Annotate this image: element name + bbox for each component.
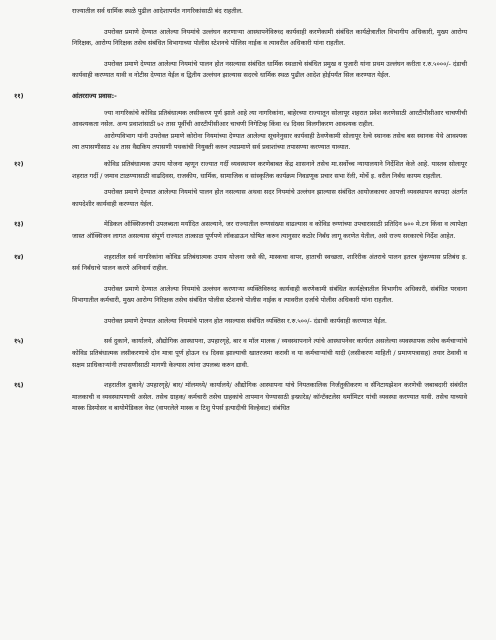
section-11-heading [14,91,467,103]
section-16-number: १६) [14,381,24,390]
section-12-number: १२) [14,159,24,168]
paragraph-health-checks: आरोग्यविभाग यांनी उपरोक्त प्रमाणे कोरोना नियमांच्या देण्यात आलेल्या सूचनेनुसार कार्यवाही ठेवणेकामी सोलापूर रेल्वे स्थानक तसेच बस स्थानक येथे आवश्यक त्या तपासणीसाठ २४ तास वैद्यकिय तपासणी पथकांची नियुक्ती करुन त्याप्रमाणे सर्व प्रवाशांच्या तपासण्या करण्यात याव्यात. [72,131,467,152]
paragraph-individual-fine: उपरोक्त प्रमाणे देण्यात आलेल्या नियमांचे पालन होत नसल्यास संबंधित व्यक्तिस र.रु.५००/- दंडाची कार्यवाही करण्यात येईल. [104,316,387,325]
section-11-number: ११) [14,91,24,100]
paragraph-individual-enforcement: उपरोक्त प्रमाणे देण्यात आलेल्या नियमांचे उल्लंघन करणाऱ्या व्यक्तिविरुध्द कार्यवाही करणेकामी संबंधित कार्यक्षेत्रातील विभागीय अधिकारी, संबंधित परवाना विभागातील कर्मचारी, मुख्य आरोग्य निरिक्षक तसेच संबंधित पोलीस स्टेशनचे पोलीस नाईक व त्यावरील दर्जाचे पोलीस अधिकारी यांना राहतील. [72,284,467,305]
section-14 [14,252,467,275]
paragraph-crowd-management: कोविड प्रतिबंधात्मक उपाय योजना म्हणून राज्यात गर्दी व्यवस्थापन करणेबाबत केंद्र शासनाने तसेच मा.सर्वोच्च न्यायालयाने निर्देशित केले आहे. यास्तव सोलापूर शहरात गर्दी / जमाव टाळण्यासाठी वाढदिवस, राजकीय, धार्मिक, सामाजिक व सांस्कृतिक कार्यक्रम निवडणूक प्रचार सभा रॅली, मोर्चे इ. वरील निर्बंध कायम राहतील. [72,159,467,180]
paragraph-organiser-action: उपरोक्त प्रमाणे देण्यात आलेल्या नियमांचे पालन होत नसल्यास अथवा सदर नियमांचे उल्लंघन झाल्यास संबंधित आयोजकाचर आपत्ती व्यवस्थापन कायदा अंतर्गत कायदेशीर कार्यवाही करण्यात येईल. [72,188,467,208]
section-13-number: १३) [14,220,24,229]
section-15-number: १५) [14,337,24,346]
section-14-number: १४) [14,252,24,261]
paragraph-staff-vaccination: सर्व दुकाने, कार्यालये, औद्योगिक आस्थापना, उपहारगृहे, बार व मॉल मालक / व्यवस्थापनाने त्यांचे आस्थापनेवर कार्यरत असलेल्या व्यवस्थापक तसेच कर्मचाऱ्यांचे कोविड प्रतिबंधात्मक लसीकरणाचे दोन मात्रा पूर्ण होऊन १४ दिवस झाल्याची खातरजमा करावी व या कर्मचाऱ्यांची यादी (लसीकरण माहिती / प्रमाणपत्रासह) तयार ठेवावी व सक्षम प्राधिकाऱ्यांनी तपासणीसाठी मागणी केल्यास त्यांना उपलब्ध करुन द्यावी. [72,337,467,369]
section-13 [14,219,467,242]
paragraph-interstate-travel: ज्या नागरिकांचे कोविड प्रतिबंधात्मक लसीकरण पूर्ण झाले आहे त्या नागरिकांना, बाहेरच्या राज्यातून सोलापूर शहरात प्रवेश करणेसाठी आरटीपीसीआर चाचणीची आवश्यकता नसेल. अन्य प्रवाशांसाठी ७२ तास पूर्वीची आरटीपीसीआर चाचणी निगेटिव्ह किंवा १४ दिवस विलगीकरण आवश्यक राहील. [72,108,467,129]
paragraph-sanitization: शहरातील दुकाने/ उपहारगृहे/ बार/ मॉलमध्ये/ कार्यालये/ औद्योगिक आस्थापना यांचे नियतकालिक निर्जंतुकीकरण व सॅनिटायझेशन करणेची जबाबदारी संबंधीत मालकाची व व्यवस्थापणाची असेल. तसेच ग्राहक/ कर्मचारी तसेच ग्राहकांचे तापमान घेण्यासाठी इन्फ्रारेड/ कॉन्टॅक्टलेस थर्मामिटर यांची व्यवस्था करण्यात यावी. तसेच याच्यावे मास्क डिस्पोसर व बायोमेडिकल वेस्ट (वापरलेले मास्क व टिशु पेपर्स इत्यादीची विल्हेवाट) संबंधित [72,381,467,413]
paragraph-religious-fine: उपरोक्त प्रमाणे देण्यात आलेल्या नियमांचे पालन होत नसल्यास संबंधित धार्मिक स्थळाचे संबंधित प्रमुख व पुजारी यांना प्रथम उल्लंघन करीता र.रु.५०००/- दंडाची कार्यवाही करण्यात यावी व नोटीस देण्यात येईल व द्वितीय उल्लंघन झाल्यास सदरचे धार्मिक स्थळ पुढील आदेश होईपर्यंत सिल करण्यात येईल. [72,59,467,80]
paragraph-citizen-rules: शहरातील सर्व नागरिकांना कोविड प्रतिबंधात्मक उपाय योजना जसे की, मास्कचा वापर, हाताची स्वच्छता, शारिरीक अंतराचे पालन इतरत्र थुंकण्यास प्रतिबंध इ. सर्व निर्बंधाचे पालन करणे अनिवार्य राहील. [72,252,467,273]
paragraph-religious-places-closed: राज्यातील सर्व धार्मिक स्थळे पुढील आदेशापर्यंत नागरिकांसाठी बंद राहतील. [72,7,243,15]
paragraph-enforcement-officers: उपरोक्त प्रमाणे देण्यात आलेल्या नियमांचे उल्लंघन करणाऱ्या आस्थापनेविरुध्द कार्यवाही करणेकामी संबंधित कार्यक्षेत्रातील विभागीय अधिकारी, मुख्य आरोग्य निरिक्षक, आरोग्य निरिक्षक तसेच संबंधित विभागाच्या पोलीस स्टेशनचे पोलिस नाईक व त्यावरील अधिकारी यांना राहतील. [72,27,467,48]
document-body [14,6,467,415]
section-11-title: आंतरराज्य प्रवास:- [72,91,117,100]
section-12 [14,159,467,182]
section-16 [14,380,467,415]
paragraph-oxygen-lockdown: मेडिकल ऑक्सिजनची उपलब्धता मर्यादित असल्याने, जर राज्यातील रुग्णसंख्या वाढल्यास व कोविड रुग्णांच्या उपचारासाठी प्रतिदिन ७०० मे.टन किंवा व त्यापेक्षा जास्त ऑक्सिजन लागत असल्यास संपूर्ण राज्यात तात्काळ पूर्णपणे लॉकडाऊन घोषित करुन त्यानुसार कठोर निर्बंध लागू करणेत येतील, असे राज्य सरकारचे निर्देश आहेत. [72,220,467,240]
section-15 [14,336,467,371]
